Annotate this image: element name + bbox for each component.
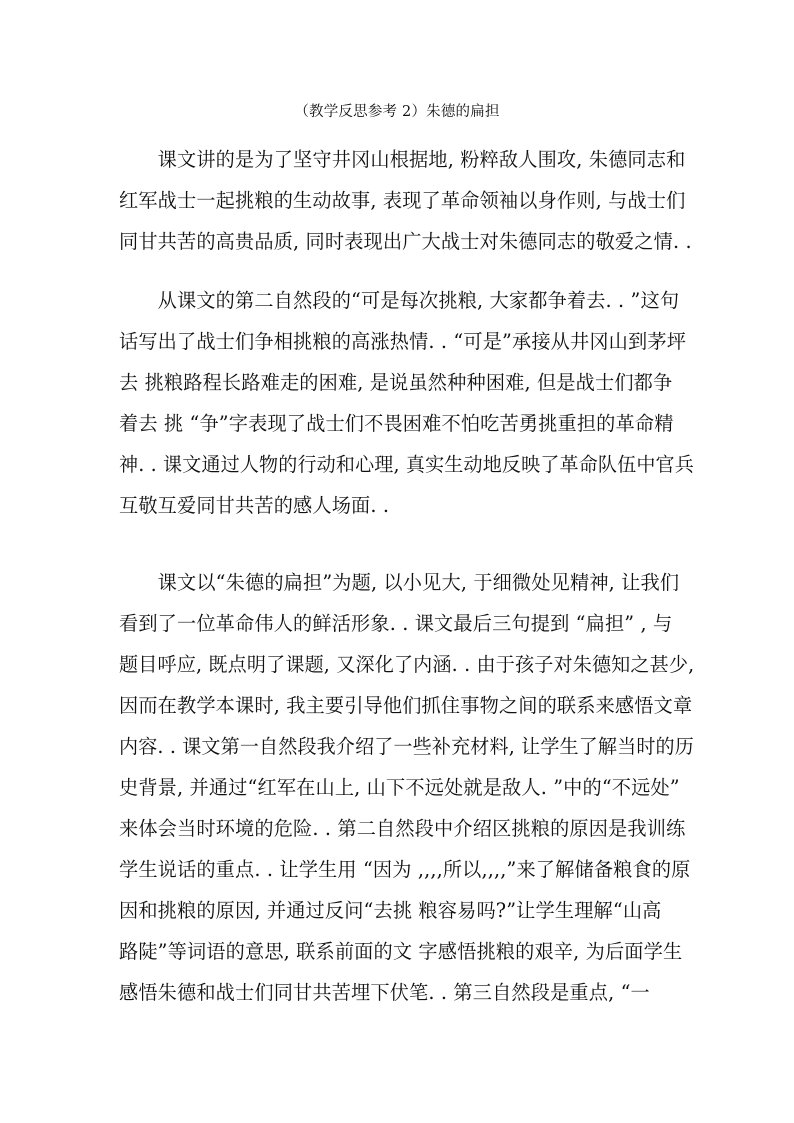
paragraph-line: 看到了一位革命伟人的鲜活形象. . 课文最后三句提到 “扁担” , 与 — [119, 612, 673, 635]
paragraph-line: 话写出了战士们争相挑粮的高涨热情. . “可是”承接从井冈山到茅坪 — [119, 330, 687, 353]
paragraph-line: 史背景, 并通过“红军在山上, 山下不远处就是敌人. ”中的“不远处” — [119, 776, 680, 799]
paragraph-line: 学生说话的重点. . 让学生用 “因为 ,,,,所以,,,,”来了解储备粮食的原 — [119, 858, 691, 881]
paragraph-line: 去 挑粮路程长路难走的困难, 是说虽然种种困难, 但是战士们都争 — [119, 371, 673, 394]
paragraph-line: 来体会当时环境的危险. . 第二自然段中介绍区挑粮的原因是我训练 — [119, 817, 686, 840]
paragraph-line: 因而在教学本课时, 我主要引导他们抓住事物之间的联系来感悟文章 — [119, 694, 693, 717]
paragraph-3 — [119, 568, 695, 1018]
paragraph-1 — [119, 145, 692, 253]
paragraph-line: 红军战士一起挑粮的生动故事, 表现了革命领袖以身作则, 与战士们 — [119, 189, 686, 212]
paragraph-line: 着去 挑 “争”字表现了战士们不畏困难不怕吃苦勇挑重担的革命精 — [119, 412, 674, 435]
paragraph-line: 因和挑粮的原因, 并通过反问“去挑 粮容易吗?”让学生理解“山高 — [119, 899, 662, 922]
paragraph-line: 感悟朱德和战士们同甘共苦埋下伏笔. . 第三自然段是重点, “一 — [119, 981, 650, 1004]
paragraph-line: 从课文的第二自然段的“可是每次挑粮, 大家都争着去. . ”这句 — [119, 289, 680, 312]
paragraph-line: 神. . 课文通过人物的行动和心理, 真实生动地反映了革命队伍中官兵 — [119, 453, 694, 476]
paragraph-2 — [119, 286, 694, 536]
paragraph-line: 课文讲的是为了坚守井冈山根据地, 粉粹敌人围攻, 朱德同志和 — [119, 148, 686, 171]
paragraph-line: 内容. . 课文第一自然段我介绍了一些补充材料, 让学生了解当时的历 — [119, 735, 694, 758]
document-title: （教学反思参考 2）朱德的扁担 — [294, 104, 500, 120]
paragraph-line: 题目呼应, 既点明了课题, 又深化了内涵. . 由于孩子对朱德知之甚少, — [119, 653, 695, 676]
paragraph-line: 同甘共苦的高贵品质, 同时表现出广大战士对朱德同志的敬爱之情. . — [119, 230, 692, 253]
paragraph-line: 路陡”等词语的意思, 联系前面的文 字感悟挑粮的艰辛, 为后面学生 — [119, 940, 683, 963]
paragraph-line: 互敬互爱同甘共苦的感人场面. . — [119, 494, 390, 517]
paragraph-line: 课文以“朱德的扁担”为题, 以小见大, 于细微处见精神, 让我们 — [119, 571, 680, 594]
